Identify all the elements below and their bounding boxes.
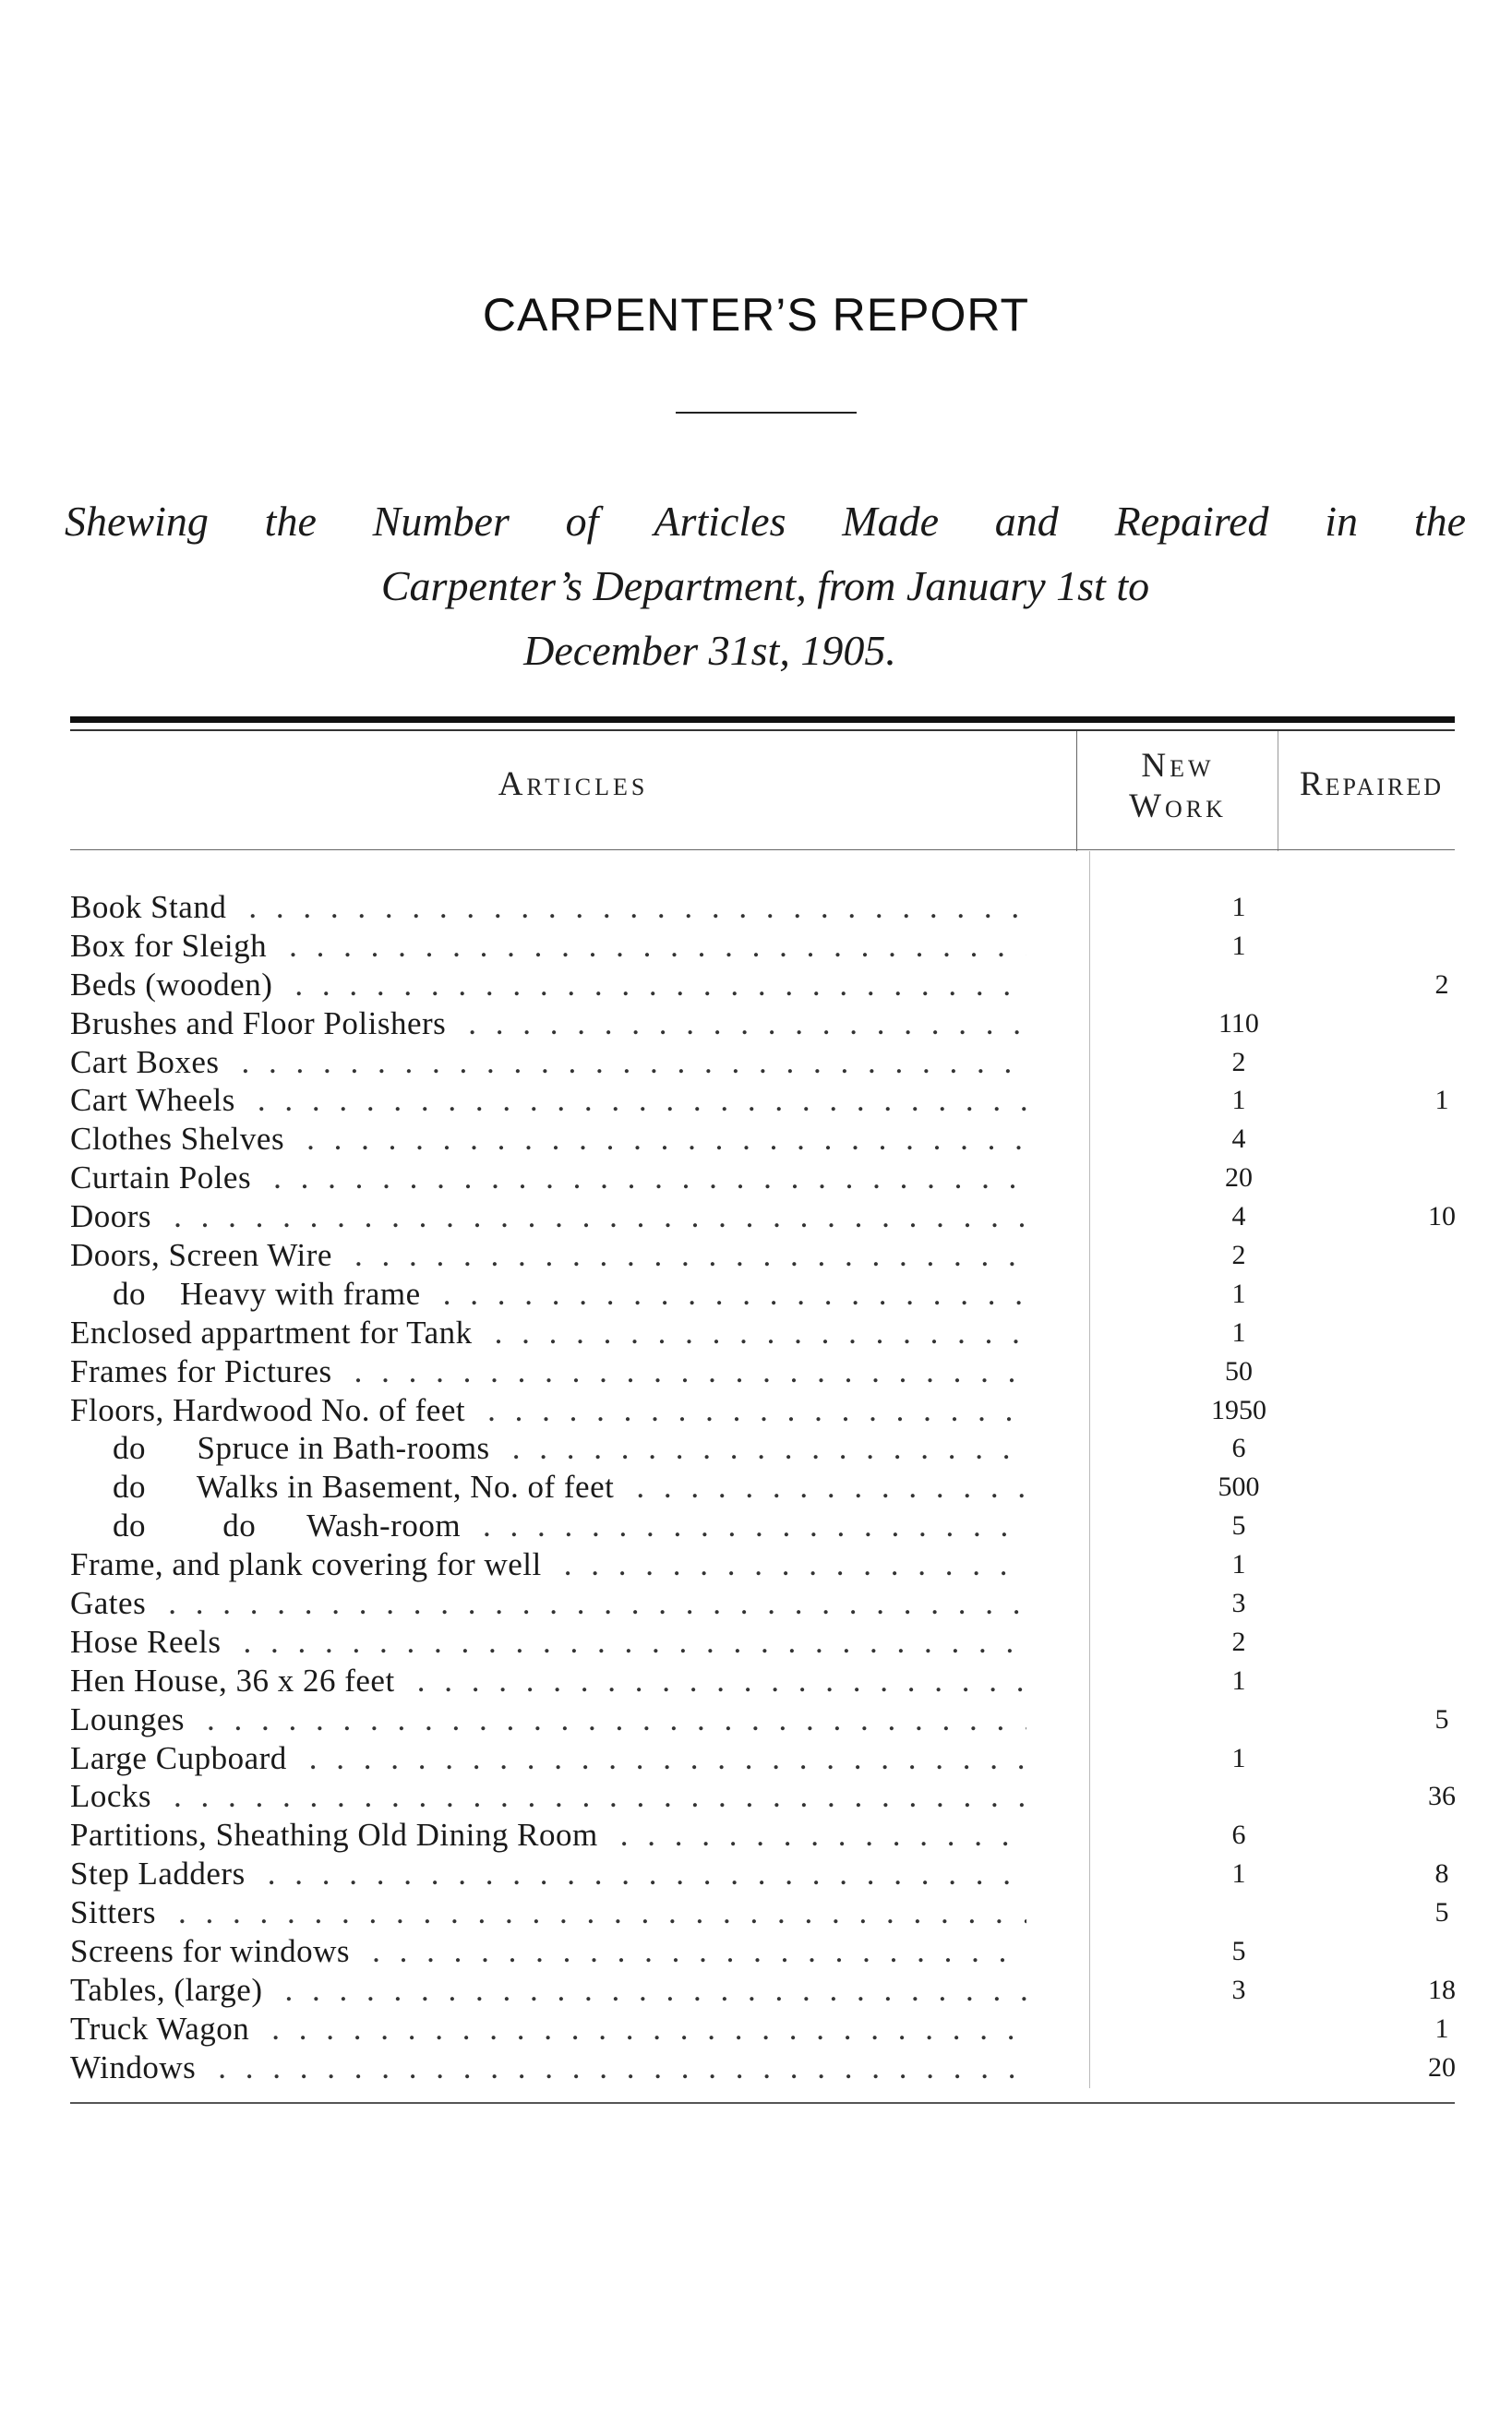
table-row bbox=[70, 1662, 1464, 1700]
table-row bbox=[70, 2010, 1464, 2049]
new-work-value: 5 bbox=[1231, 1510, 1246, 1542]
article-name: Partitions, Sheathing Old Dining Room . . . bbox=[70, 1816, 1026, 1855]
table-row bbox=[70, 966, 1464, 1004]
table-row bbox=[70, 1314, 1464, 1352]
table-top-thin-rule bbox=[70, 729, 1455, 731]
header-new-work-line-1: New bbox=[1141, 747, 1215, 785]
new-work-value: 5 bbox=[1231, 1936, 1246, 1967]
article-name: Clothes Shelves . . . bbox=[70, 1120, 1026, 1159]
header-articles: Articles bbox=[498, 765, 649, 803]
new-work-value: 4 bbox=[1231, 1201, 1246, 1232]
article-name: Box for Sleigh . . . bbox=[70, 927, 1026, 966]
table-row bbox=[70, 1004, 1464, 1043]
header-repaired: Repaired bbox=[1299, 765, 1445, 803]
header-column-divider-1 bbox=[1076, 731, 1077, 851]
subtitle-word: of bbox=[565, 498, 599, 545]
new-work-value: 1 bbox=[1231, 1549, 1246, 1580]
table-row bbox=[70, 1429, 1464, 1468]
table-row bbox=[70, 1197, 1464, 1236]
article-name: do Spruce in Bath-rooms . . . bbox=[70, 1429, 1026, 1468]
new-work-value: 6 bbox=[1231, 1820, 1246, 1851]
repaired-value: 5 bbox=[1434, 1897, 1449, 1928]
subtitle-word: the bbox=[1413, 498, 1467, 545]
repaired-value: 10 bbox=[1428, 1201, 1456, 1232]
page-title: CARPENTER’S REPORT bbox=[482, 289, 1030, 341]
title-divider bbox=[676, 412, 857, 414]
table-row bbox=[70, 1855, 1464, 1893]
table-row bbox=[70, 1545, 1464, 1584]
article-name: Doors, Screen Wire . . . bbox=[70, 1236, 1026, 1275]
article-name: Step Ladders . . . bbox=[70, 1855, 1026, 1893]
subtitle-word: Repaired bbox=[1114, 498, 1269, 545]
new-work-value: 2 bbox=[1231, 1046, 1246, 1077]
repaired-value: 2 bbox=[1434, 968, 1449, 1000]
subtitle-word: and bbox=[994, 498, 1059, 545]
subtitle-line-1 bbox=[65, 493, 1466, 550]
article-name: Hose Reels . . . bbox=[70, 1623, 1026, 1662]
new-work-value: 1 bbox=[1231, 930, 1246, 961]
repaired-value: 18 bbox=[1428, 1974, 1456, 2005]
new-work-value: 1950 bbox=[1211, 1394, 1266, 1425]
table-row bbox=[70, 1623, 1464, 1662]
new-work-value: 3 bbox=[1231, 1974, 1246, 2005]
table-row bbox=[70, 1159, 1464, 1197]
table-row bbox=[70, 1932, 1464, 1971]
table-row bbox=[70, 1700, 1464, 1739]
table-row bbox=[70, 1236, 1464, 1275]
article-name: Cart Boxes . . . bbox=[70, 1043, 1026, 1082]
table-top-thick-rule bbox=[70, 716, 1455, 723]
table-row bbox=[70, 1275, 1464, 1314]
repaired-value: 1 bbox=[1434, 2012, 1449, 2044]
new-work-value: 3 bbox=[1231, 1588, 1246, 1619]
new-work-value: 50 bbox=[1225, 1355, 1253, 1387]
article-name: do Walks in Basement, No. of feet . . . bbox=[70, 1468, 1026, 1507]
new-work-value: 1 bbox=[1231, 1742, 1246, 1773]
article-name: Hen House, 36 x 26 feet . . . bbox=[70, 1662, 1026, 1700]
new-work-value: 1 bbox=[1231, 892, 1246, 922]
article-name: do do Wash-room . . . bbox=[70, 1507, 1026, 1545]
new-work-value: 6 bbox=[1231, 1433, 1246, 1464]
new-work-value: 1 bbox=[1231, 1664, 1246, 1696]
repaired-value: 36 bbox=[1428, 1781, 1456, 1812]
article-name: Gates . . . bbox=[70, 1584, 1026, 1623]
repaired-value: 5 bbox=[1434, 1703, 1449, 1735]
article-name: Book Stand . . . bbox=[70, 888, 1026, 927]
subtitle-line-3: December 31st, 1905. bbox=[523, 627, 896, 674]
new-work-value: 2 bbox=[1231, 1626, 1246, 1657]
article-name: Enclosed appartment for Tank . . . bbox=[70, 1314, 1026, 1352]
table-row bbox=[70, 1507, 1464, 1545]
article-name: Brushes and Floor Polishers . . . bbox=[70, 1004, 1026, 1043]
table-row bbox=[70, 1468, 1464, 1507]
new-work-value: 4 bbox=[1231, 1123, 1246, 1155]
table-row bbox=[70, 1391, 1464, 1430]
repaired-value: 1 bbox=[1434, 1085, 1449, 1116]
article-name: Large Cupboard . . . bbox=[70, 1739, 1026, 1778]
subtitle-word: in bbox=[1325, 498, 1359, 545]
new-work-value: 500 bbox=[1218, 1472, 1260, 1503]
article-name: Beds (wooden) . . . bbox=[70, 966, 1026, 1004]
article-name: Frames for Pictures . . . bbox=[70, 1352, 1026, 1391]
subtitle-line-2: Carpenter’s Department, from January 1st to bbox=[380, 562, 1150, 609]
subtitle-word: Made bbox=[842, 498, 940, 545]
table-row bbox=[70, 1893, 1464, 1932]
table-row bbox=[70, 1777, 1464, 1816]
new-work-value: 1 bbox=[1231, 1316, 1246, 1348]
new-work-value: 1 bbox=[1231, 1278, 1246, 1309]
repaired-value: 8 bbox=[1434, 1858, 1449, 1890]
articles-table-body bbox=[70, 888, 1464, 2087]
subtitle-word: Articles bbox=[654, 498, 786, 545]
article-name: Tables, (large) . . . bbox=[70, 1971, 1026, 2010]
subtitle-word: Number bbox=[372, 498, 510, 545]
header-new-work-line-2: Work bbox=[1129, 787, 1227, 825]
article-name: Floors, Hardwood No. of feet . . . bbox=[70, 1391, 1026, 1430]
new-work-value: 20 bbox=[1225, 1162, 1253, 1194]
table-row bbox=[70, 1584, 1464, 1623]
article-name: Windows . . . bbox=[70, 2049, 1026, 2087]
table-row bbox=[70, 1352, 1464, 1391]
article-name: Doors . . . bbox=[70, 1197, 1026, 1236]
subtitle-word: Shewing bbox=[65, 498, 209, 545]
new-work-value: 110 bbox=[1218, 1007, 1259, 1039]
new-work-value: 1 bbox=[1231, 1085, 1246, 1116]
new-work-value: 1 bbox=[1231, 1858, 1246, 1890]
table-row bbox=[70, 927, 1464, 966]
article-name: Sitters . . . bbox=[70, 1893, 1026, 1932]
table-row bbox=[70, 1043, 1464, 1082]
table-bottom-rule bbox=[70, 2102, 1455, 2104]
table-row bbox=[70, 2049, 1464, 2087]
article-name: do Heavy with frame . . . bbox=[70, 1275, 1026, 1314]
article-name: Screens for windows . . . bbox=[70, 1932, 1026, 1971]
article-name: Curtain Poles . . . bbox=[70, 1159, 1026, 1197]
article-name: Locks . . . bbox=[70, 1777, 1026, 1816]
table-row bbox=[70, 1081, 1464, 1120]
repaired-value: 20 bbox=[1428, 2051, 1456, 2083]
new-work-value: 2 bbox=[1231, 1240, 1246, 1271]
article-name: Lounges . . . bbox=[70, 1700, 1026, 1739]
article-name: Frame, and plank covering for well . . . bbox=[70, 1545, 1026, 1584]
table-row bbox=[70, 1739, 1464, 1778]
header-bottom-rule bbox=[70, 849, 1455, 850]
table-row bbox=[70, 1816, 1464, 1855]
table-row bbox=[70, 1971, 1464, 2010]
header-new-work bbox=[1080, 746, 1276, 827]
table-row bbox=[70, 888, 1464, 927]
table-row bbox=[70, 1120, 1464, 1159]
article-name: Cart Wheels . . . bbox=[70, 1081, 1026, 1120]
subtitle-word: the bbox=[264, 498, 317, 545]
article-name: Truck Wagon . . . bbox=[70, 2010, 1026, 2049]
